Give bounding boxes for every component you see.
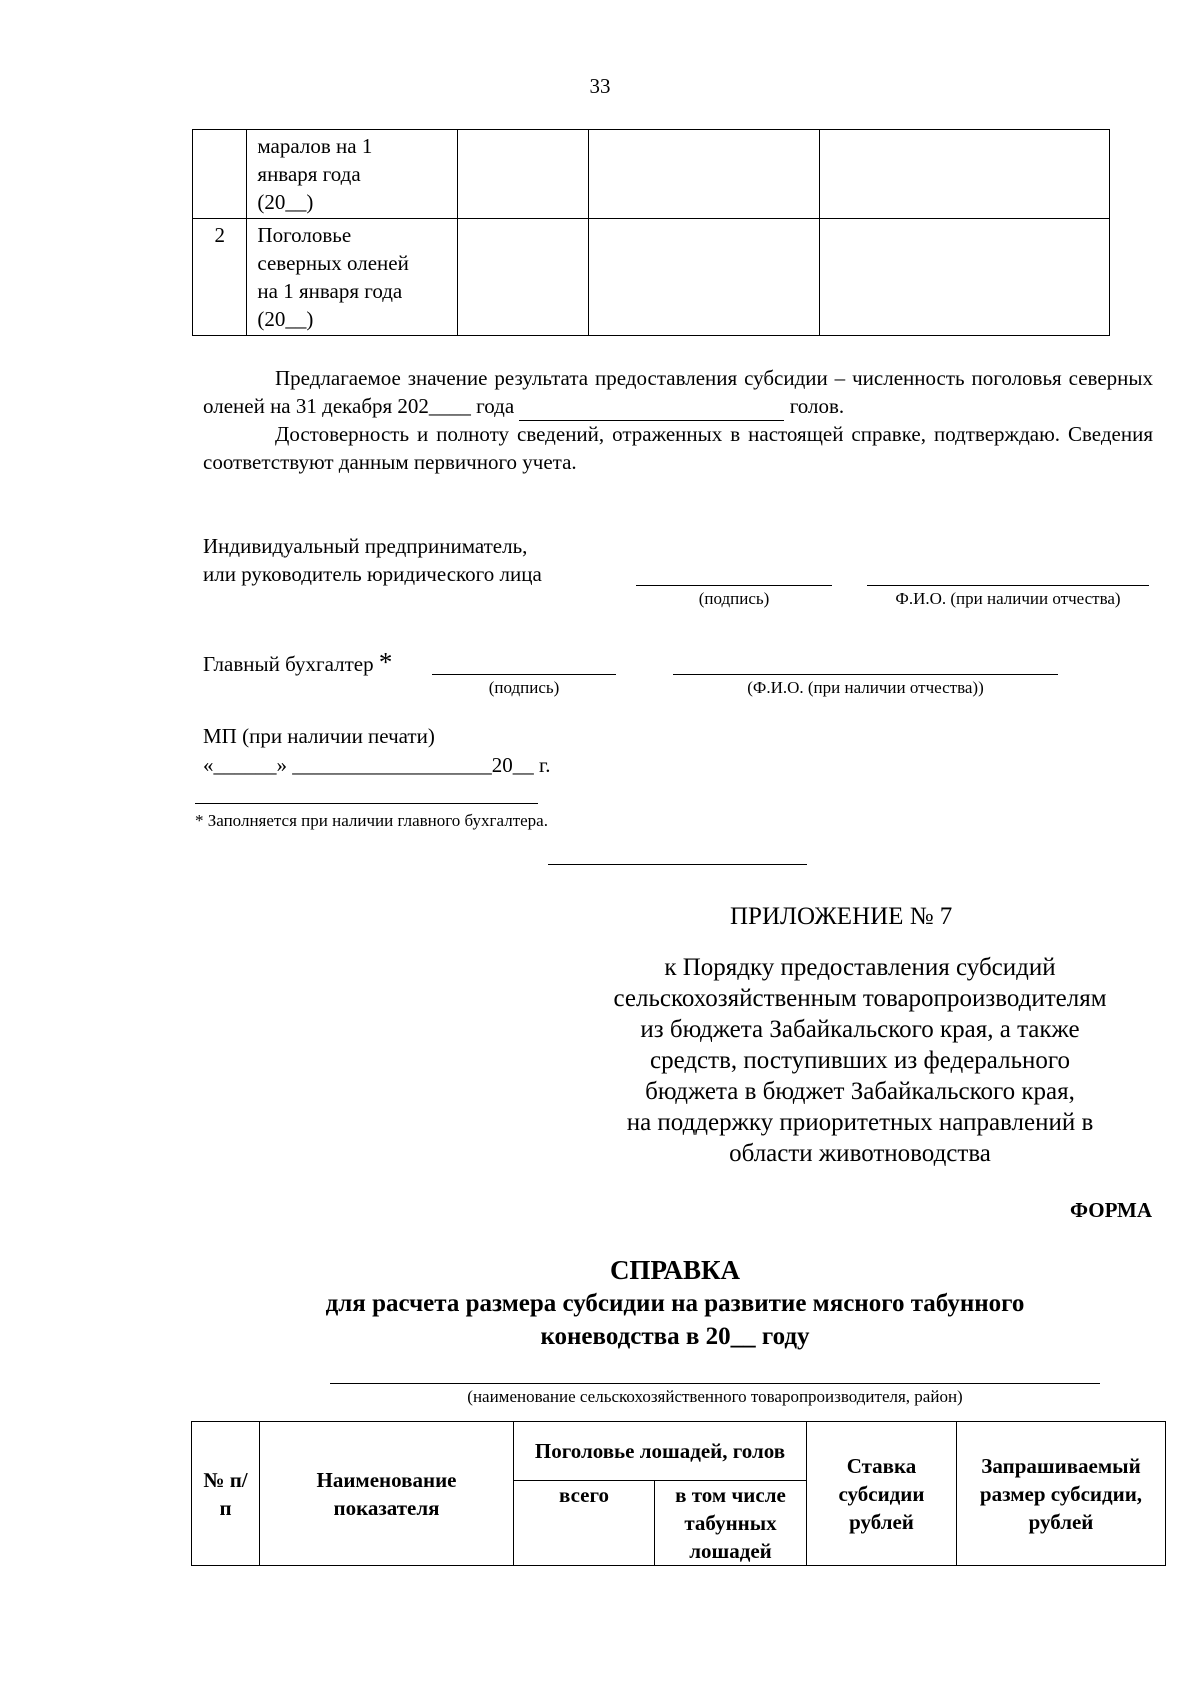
- accountant-caption-signature: (подпись): [488, 678, 560, 697]
- row-number: [193, 130, 247, 219]
- empty-cell: [458, 130, 589, 219]
- label-line: маралов на 1: [257, 134, 373, 158]
- label-line: северных оленей: [257, 251, 409, 275]
- document-subtitle: [200, 1287, 1150, 1353]
- appendix-line: к Порядку предоставления субсидий: [664, 954, 1056, 981]
- head-label-line2: или руководитель юридического лица: [203, 562, 542, 586]
- footnote: * Заполняется при наличии главного бухгалтера.: [195, 811, 548, 830]
- accountant-label-text: Главный бухгалтер: [203, 652, 374, 676]
- header-herd-horses: в том числе табунных лошадей: [655, 1481, 807, 1566]
- accountant-signature-line: [432, 674, 616, 675]
- table-header-row: [192, 1422, 1166, 1481]
- empty-cell: [589, 130, 820, 219]
- top-table: [192, 129, 1110, 336]
- label-line: на 1 января года: [257, 279, 403, 303]
- result-paragraph: [203, 364, 1153, 421]
- header-requested-amount: Запрашиваемый размер субсидии, рублей: [957, 1422, 1166, 1566]
- table-row: [193, 219, 1110, 336]
- page-number: 33: [589, 74, 611, 98]
- empty-cell: [819, 219, 1109, 336]
- head-caption-name: Ф.И.О. (при наличии отчества): [895, 589, 1121, 608]
- subsidy-table: [191, 1421, 1166, 1566]
- table-row: [193, 130, 1110, 219]
- head-caption-signature: (подпись): [698, 589, 770, 608]
- row-label: [247, 219, 458, 336]
- appendix-title: ПРИЛОЖЕНИЕ № 7: [730, 903, 953, 930]
- subtitle-line: для расчета размера субсидии на развитие мясного табунного: [325, 1290, 1025, 1317]
- label-line: (20__): [257, 190, 314, 214]
- seal-label: МП (при наличии печати): [203, 724, 435, 748]
- accountant-caption-name: (Ф.И.О. (при наличии отчества)): [747, 678, 984, 697]
- value-blank-line: [519, 392, 784, 421]
- producer-name-line: [330, 1383, 1100, 1384]
- appendix-line: на поддержку приоритетных направлений в: [626, 1109, 1094, 1136]
- header-total: всего: [514, 1481, 655, 1566]
- head-signature-line: [636, 585, 832, 586]
- appendix-line: средств, поступивших из федерального: [649, 1047, 1071, 1074]
- result-text: Предлагаемое значение результата предоставления субсидии – численность поголовья северных оленей на 31 декабря 202____ года: [203, 366, 1153, 418]
- header-number: № п/п: [192, 1422, 260, 1566]
- label-line: (20__): [257, 307, 314, 331]
- appendix-line: сельскохозяйственным товаропроизводителям: [613, 985, 1107, 1012]
- header-horse-livestock: Поголовье лошадей, голов: [514, 1422, 807, 1481]
- appendix-line: бюджета в бюджет Забайкальского края,: [645, 1078, 1075, 1105]
- appendix-line: области животноводства: [729, 1140, 991, 1167]
- document-title: СПРАВКА: [609, 1255, 741, 1285]
- form-label: ФОРМА: [1069, 1198, 1152, 1222]
- appendix-line: из бюджета Забайкальского края, а также: [640, 1016, 1080, 1043]
- header-subsidy-rate: Ставка субсидии рублей: [807, 1422, 957, 1566]
- label-line: Поголовье: [257, 223, 352, 247]
- head-name-line: [867, 585, 1149, 586]
- head-label-line1: Индивидуальный предприниматель,: [203, 534, 528, 558]
- subtitle-line: коневодства в 20__ году: [540, 1323, 810, 1350]
- appendix-description: [565, 952, 1155, 1169]
- section-divider: [548, 864, 807, 865]
- accountant-name-line: [673, 674, 1058, 675]
- empty-cell: [819, 130, 1109, 219]
- date-line: «______» ___________________20__ г.: [203, 753, 551, 777]
- accountant-label: [203, 648, 392, 678]
- label-line: января года: [257, 162, 361, 186]
- empty-cell: [589, 219, 820, 336]
- footnote-separator: [195, 803, 538, 804]
- empty-cell: [458, 219, 589, 336]
- producer-caption: (наименование сельскохозяйственного товаропроизводителя, район): [467, 1387, 963, 1406]
- result-unit: голов.: [789, 394, 845, 418]
- header-indicator-name: Наименование показателя: [260, 1422, 514, 1566]
- row-number: 2: [193, 219, 247, 336]
- confirmation-paragraph: Достоверность и полноту сведений, отраженных в настоящей справке, подтверждаю. Сведения соответствуют данным первичного учета.: [203, 422, 1153, 474]
- row-label: [247, 130, 458, 219]
- footnote-marker: *: [378, 647, 393, 677]
